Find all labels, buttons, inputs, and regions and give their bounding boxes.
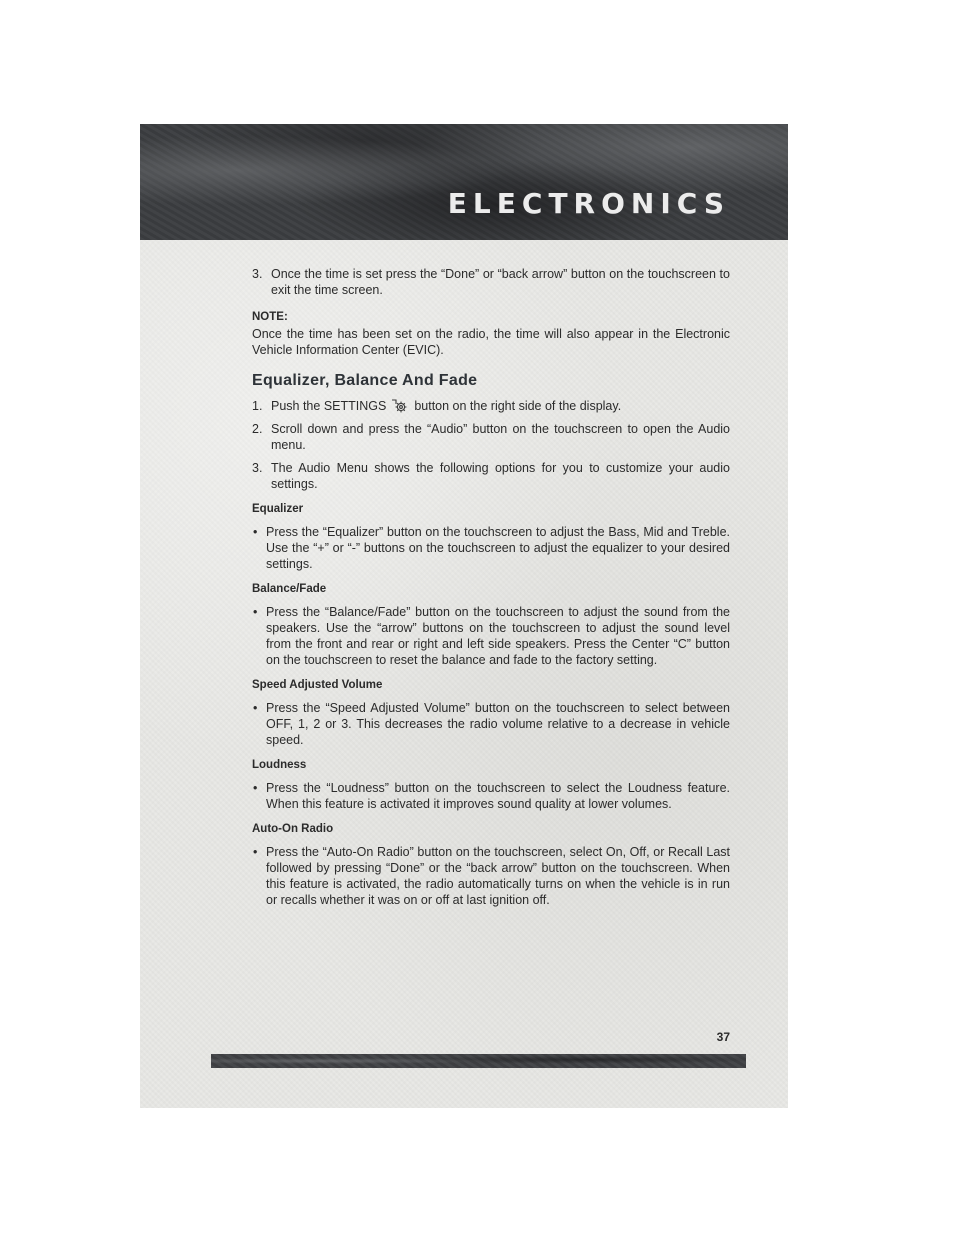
bullet-text: Press the “Loudness” button on the touchscreen to select the Loudness feature. When this feature is activated it improves sound quality at lower volumes.	[266, 781, 730, 811]
option-bullet-equalizer	[252, 524, 730, 572]
bullet-glyph: •	[253, 845, 258, 859]
section-step-3	[252, 460, 730, 492]
bullet-text: Press the “Speed Adjusted Volume” button on the touchscreen to select between OFF, 1, 2 or 3. This decreases the radio volume relative to a decrease in vehicle speed.	[266, 701, 730, 747]
section-heading: Equalizer, Balance And Fade	[252, 372, 478, 389]
step-number: 1.	[252, 399, 263, 413]
step-number: 3.	[252, 461, 263, 475]
option-heading-auto-on-radio: Auto-On Radio	[252, 823, 334, 835]
note-label: NOTE:	[252, 311, 288, 323]
section-step-1	[252, 398, 730, 414]
step-text-after: button on the right side of the display.	[414, 399, 622, 413]
bullet-glyph: •	[253, 525, 258, 539]
step-text: Once the time is set press the “Done” or “back arrow” button on the touchscreen to exit the time screen.	[271, 267, 730, 297]
bullet-text: Press the “Equalizer” button on the touchscreen to adjust the Bass, Mid and Treble. Use the “+” or “-” buttons on the touchscreen to adjust the equalizer to your desired settings.	[266, 525, 730, 571]
chapter-title: ELECTRONICS	[447, 187, 730, 220]
header-band	[140, 124, 788, 240]
bullet-glyph: •	[253, 781, 258, 795]
bullet-glyph: •	[253, 701, 258, 715]
bullet-glyph: •	[253, 605, 258, 619]
step-text: Scroll down and press the “Audio” button on the touchscreen to open the Audio menu.	[271, 422, 730, 452]
step-number: 2.	[252, 422, 263, 436]
option-bullet-balance-fade	[252, 604, 730, 668]
footer-band	[211, 1054, 746, 1068]
step-text: The Audio Menu shows the following options for you to customize your audio settings.	[271, 461, 730, 491]
option-bullet-loudness	[252, 780, 730, 812]
option-heading-speed-adjusted-volume: Speed Adjusted Volume	[252, 679, 383, 691]
step-text-before: Push the SETTINGS	[271, 399, 387, 413]
intro-step-3	[252, 266, 730, 298]
page-number: 37	[716, 1030, 730, 1044]
bullet-text: Press the “Auto-On Radio” button on the touchscreen, select On, Off, or Recall Last followed by pressing “Done” or the “back arrow” button on the touchscreen. When this feature is activated, the radio automatically turns on when the vehicle is in run or recalls whether it was on or off at last ignition off.	[266, 845, 730, 907]
step-number: 3.	[252, 267, 263, 281]
option-bullet-speed-adjusted-volume	[252, 700, 730, 748]
bullet-text: Press the “Balance/Fade” button on the touchscreen to adjust the sound from the speakers. Use the “arrow” buttons on the touchscreen to adjust the sound level from the front and rear or right and left side speakers. Press the Center “C” button on the touchscreen to reset the balance and fade to the factory setting.	[266, 605, 730, 667]
note-text: Once the time has been set on the radio, the time will also appear in the Electronic Vehicle Information Center (EVIC).	[252, 327, 730, 357]
page-content	[252, 266, 730, 914]
option-heading-loudness: Loudness	[252, 759, 307, 771]
option-heading-equalizer: Equalizer	[252, 503, 304, 515]
option-bullet-auto-on-radio	[252, 844, 730, 908]
option-heading-balance-fade: Balance/Fade	[252, 583, 327, 595]
manual-page	[140, 124, 788, 1108]
section-step-2	[252, 421, 730, 453]
settings-gear-icon	[390, 398, 410, 414]
